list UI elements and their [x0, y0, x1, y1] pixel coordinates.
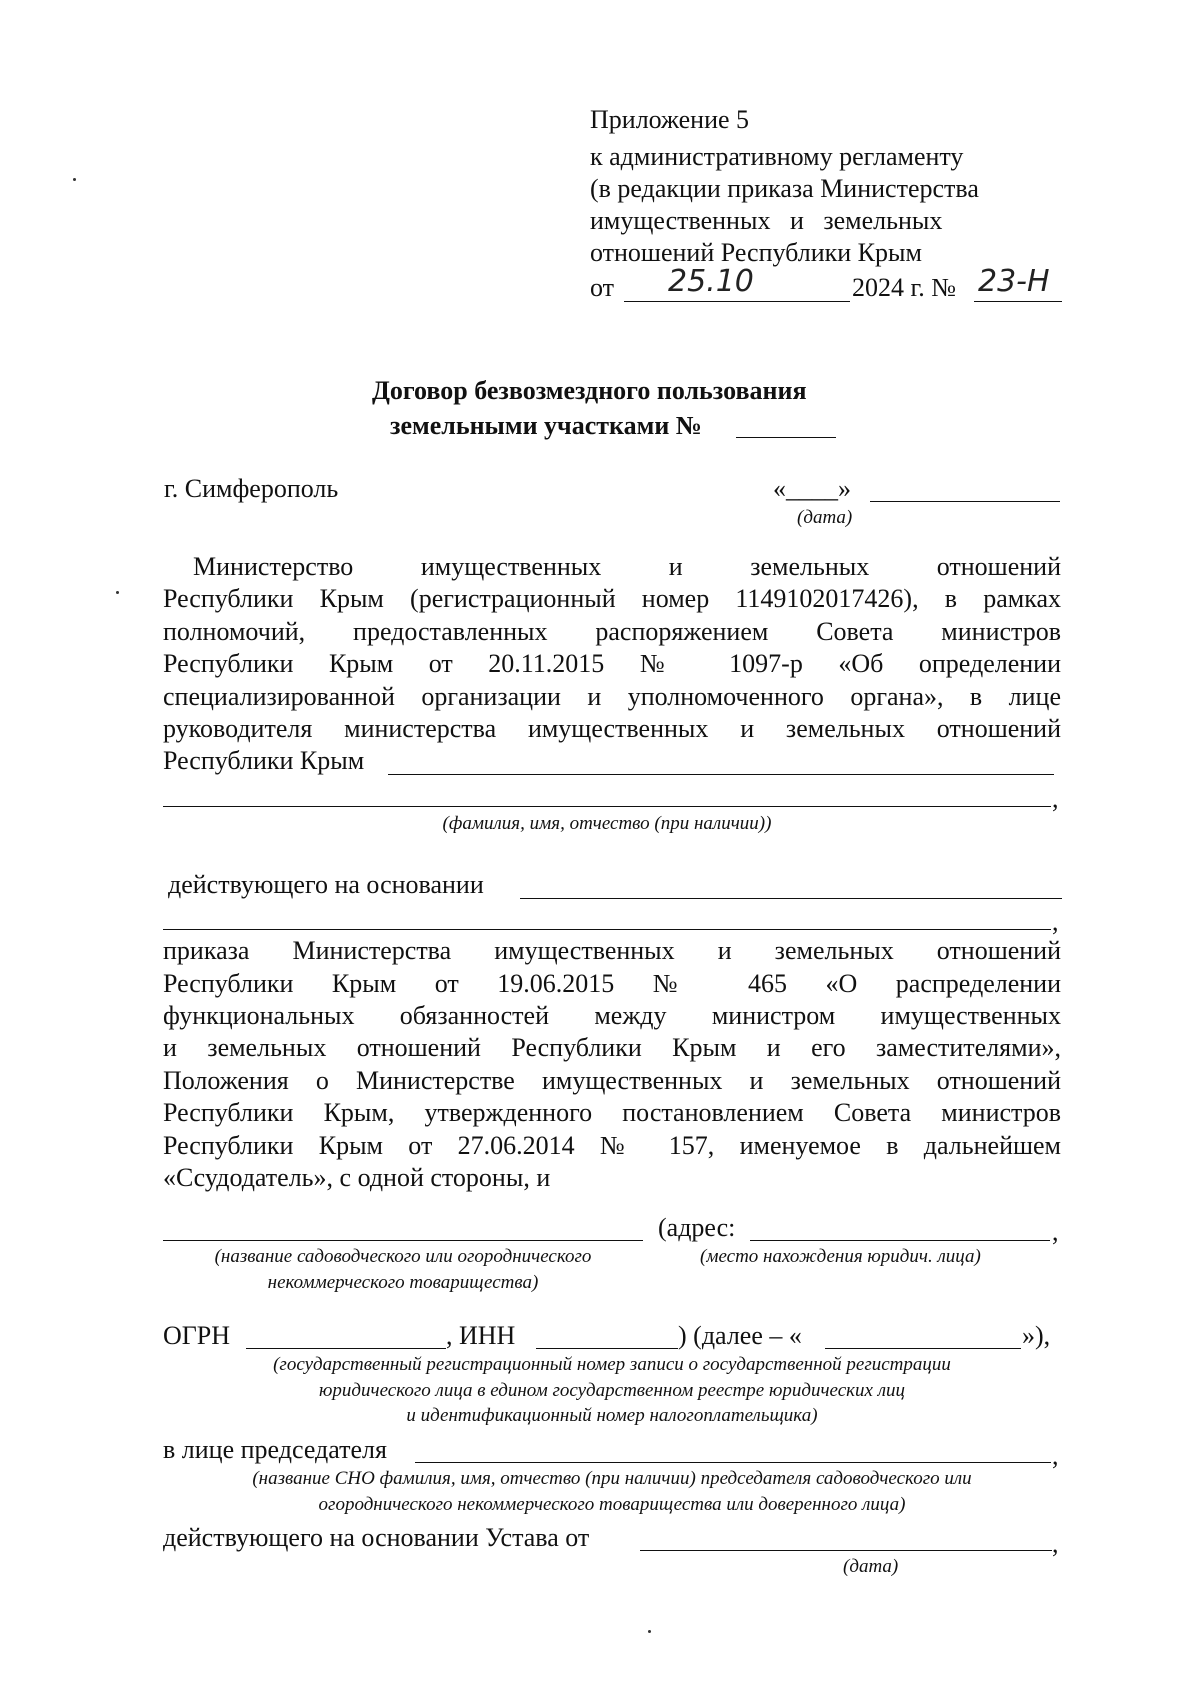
- p2-line: приказа Министерства имущественных и земельных отношений: [163, 936, 1061, 965]
- scan-speck: [73, 178, 76, 181]
- annex-from-label: от: [590, 273, 615, 302]
- p1-line: специализированной организации и уполномоченного органа», в лице: [163, 682, 1061, 711]
- date-caption: (дата): [797, 507, 853, 528]
- annex-line-3: (в редакции приказа Министерства: [590, 174, 979, 203]
- p2-line: и земельных отношений Республики Крым и его заместителями»,: [163, 1033, 1061, 1062]
- annex-line-4: имущественных и земельных: [590, 206, 943, 235]
- contract-title-line-1: Договор безвозмездного пользования: [372, 376, 807, 405]
- p2-line: Республики Крым, утвержденного постановлением Совета министров: [163, 1098, 1061, 1127]
- ogrn-label: ОГРН: [163, 1321, 231, 1350]
- date-quotes: «____»: [773, 474, 851, 503]
- charter-date-caption: (дата): [843, 1556, 899, 1577]
- further-end: »),: [1022, 1321, 1051, 1350]
- annex-year-label: 2024 г. №: [852, 273, 957, 302]
- p2-line: Республики Крым от 19.06.2015 № 465 «О распределении: [163, 969, 1061, 998]
- comma: ,: [1052, 1529, 1059, 1558]
- reg-caption-1: (государственный регистрационный номер записи о государственной регистрации: [273, 1354, 951, 1375]
- p2-line: Республики Крым от 27.06.2014 № 157, именуемое в дальнейшем: [163, 1131, 1061, 1160]
- comma: ,: [1052, 784, 1059, 813]
- p1-line: Министерство имущественных и земельных отношений: [193, 552, 1061, 581]
- further-label: ) (далее – «: [678, 1321, 802, 1350]
- p1-line: Республики Крым от 20.11.2015 № 1097-р «Об определении: [163, 649, 1061, 678]
- comma: ,: [1052, 1217, 1059, 1246]
- reg-caption-2: юридического лица в едином государственном реестре юридических лиц: [319, 1380, 905, 1401]
- p1-line: Республики Крым (регистрационный номер 1149102017426), в рамках: [163, 584, 1061, 613]
- annex-title: Приложение 5: [590, 105, 750, 134]
- chairman-caption-2: огороднического некоммерческого товарищества или доверенного лица): [318, 1494, 906, 1515]
- p1-line: полномочий, предоставленных распоряжением Совета министров: [163, 617, 1061, 646]
- scan-speck: [648, 1630, 651, 1633]
- p2-line: функциональных обязанностей между министром имущественных: [163, 1001, 1061, 1030]
- charter-label: действующего на основании Устава от: [163, 1523, 590, 1552]
- sno-caption-2: некоммерческого товарищества): [267, 1272, 539, 1293]
- p1-line: руководителя министерства имущественных и земельных отношений: [163, 714, 1061, 743]
- place: г. Симферополь: [164, 474, 339, 503]
- chairman-caption-1: (название СНО фамилия, имя, отчество (при наличии) председателя садоводческого или: [252, 1468, 972, 1489]
- p2-line: Положения о Министерстве имущественных и земельных отношений: [163, 1066, 1061, 1095]
- comma: ,: [1052, 907, 1059, 936]
- chairman-label: в лице председателя: [163, 1435, 387, 1464]
- comma: ,: [1052, 1441, 1059, 1470]
- fio-caption: (фамилия, имя, отчество (при наличии)): [442, 813, 772, 834]
- scan-speck: [116, 591, 119, 594]
- acting-basis-label: действующего на основании: [168, 870, 484, 899]
- p1-last-line: Республики Крым: [163, 746, 365, 775]
- sno-caption-1: (название садоводческого или огороднического: [214, 1246, 592, 1267]
- address-label: (адрес:: [658, 1213, 736, 1242]
- inn-label: , ИНН: [446, 1321, 516, 1350]
- reg-caption-3: и идентификационный номер налогоплательщика): [406, 1405, 818, 1426]
- annex-line-2: к административному регламенту: [590, 142, 964, 171]
- p2-last-line: «Ссудодатель», с одной стороны, и: [163, 1163, 551, 1192]
- handwritten-date: 25.10: [668, 264, 754, 299]
- contract-title-line-2: земельными участками №: [390, 411, 702, 440]
- location-caption: (место нахождения юридич. лица): [700, 1246, 981, 1267]
- annex-line-5: отношений Республики Крым: [590, 238, 922, 267]
- handwritten-number: 23-Н: [978, 264, 1050, 299]
